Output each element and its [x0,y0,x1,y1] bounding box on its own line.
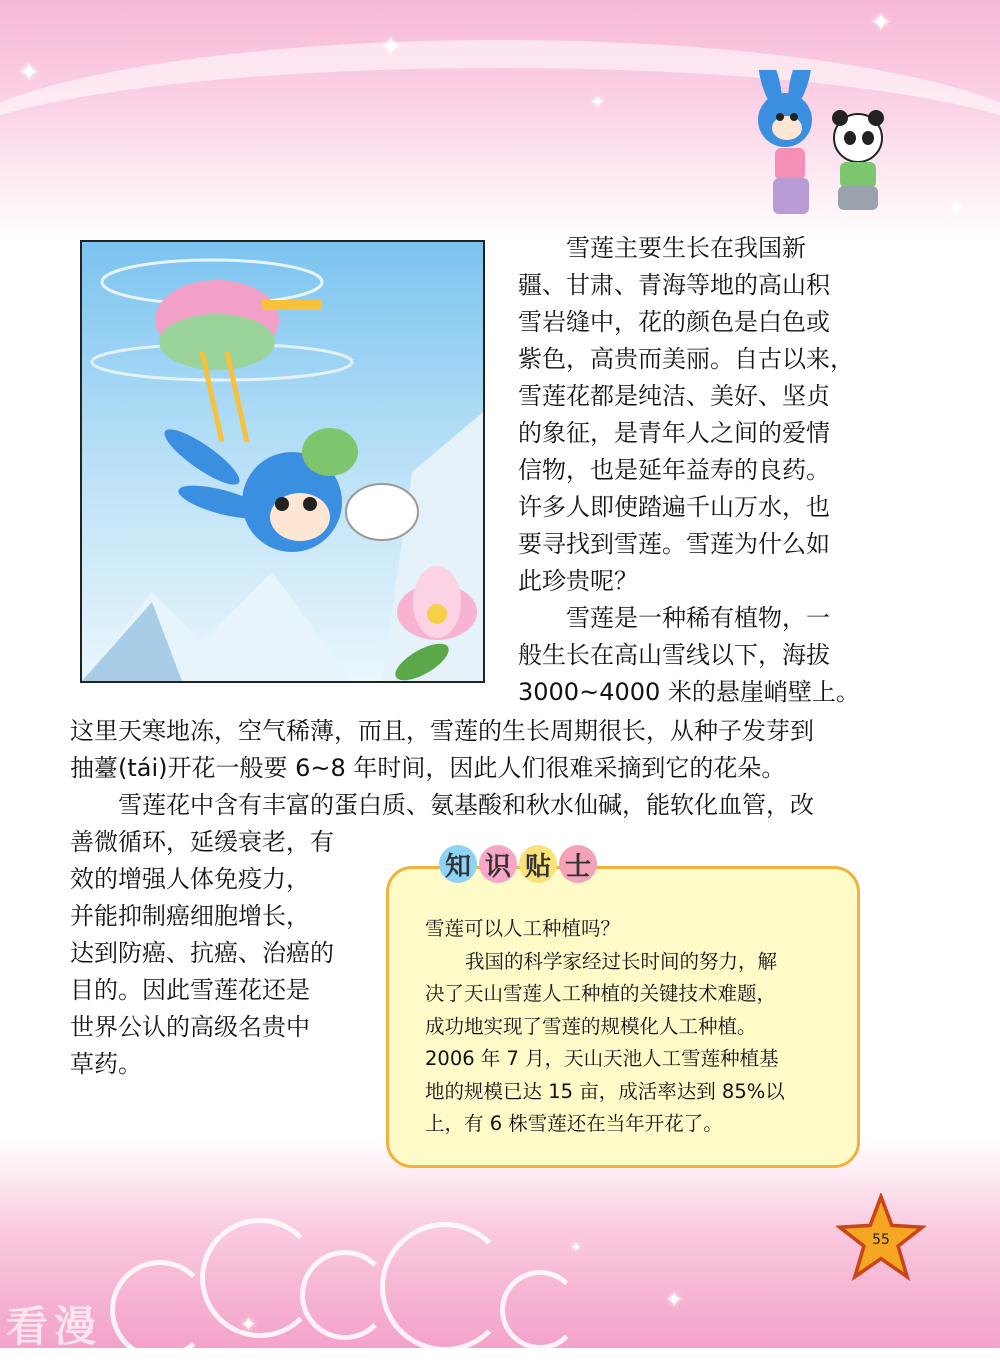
sparkle-icon: ✦ [665,1288,684,1313]
sparkle-icon: ✦ [570,1240,582,1256]
medicine-paragraph [70,824,360,1083]
text-line: 地的规模已达 15 亩，成活率达到 85%以 [425,1079,785,1103]
text-line: 雪莲是一种稀有植物，一 [566,604,830,632]
sparkle-icon: ✦ [590,92,606,113]
tip-title-char: 士 [559,845,597,883]
swirl-decoration [380,1222,510,1352]
tip-title-char: 贴 [519,845,557,883]
text-line: 善微循环，延缓衰老，有 [70,828,334,856]
text-line: 信物，也是延年益寿的良药。 [518,456,830,484]
tip-body [425,913,845,1141]
text-line: 雪莲花都是纯洁、美好、坚贞 [518,382,830,410]
text-line: 紫色，高贵而美丽。自古以来， [518,345,854,373]
sparkle-icon: ✦ [870,8,892,38]
text-line: 雪岩缝中，花的颜色是白色或 [518,308,830,336]
tip-title [439,845,597,883]
text-line: 疆、甘肃、青海等地的高山积 [518,271,830,299]
tip-question: 雪莲可以人工种植吗？ [425,917,621,940]
rarity-paragraph-narrow [518,600,878,711]
text-line: 草药。 [70,1050,142,1078]
swirl-decoration [300,1250,390,1340]
tip-title-char: 知 [439,845,477,883]
medicine-paragraph-first-line [70,787,870,824]
text-line: 上，有 6 株雪莲还在当年开花了。 [425,1112,723,1135]
page-number: 55 [872,1232,890,1248]
cartoon-characters-image [740,70,910,220]
text-line: 达到防癌、抗癌、治癌的 [70,939,334,967]
text-line: 效的增强人体免疫力， [70,865,310,893]
text-line: 许多人即使踏遍千山万水，也 [518,493,830,521]
text-line: 雪莲花中含有丰富的蛋白质、氨基酸和秋水仙碱，能软化血管，改 [118,791,814,819]
rabbit-helicopter-illustration [80,240,485,683]
sparkle-icon: ✦ [18,58,40,88]
sparkle-icon: ✦ [948,196,965,220]
text-line: 雪莲主要生长在我国新 [566,234,806,262]
text-line: 并能抑制癌细胞增长， [70,902,310,930]
text-line: 抽薹(tái)开花一般要 6~8 年时间，因此人们很难采摘到它的花朵。 [70,754,786,782]
text-line: 世界公认的高级名贵中 [70,1013,310,1041]
text-line: 这里天寒地冻，空气稀薄，而且，雪莲的生长周期很长，从种子发芽到 [70,717,814,745]
text-line: 成功地实现了雪莲的规模化人工种植。 [425,1014,757,1038]
text-line: 2006 年 7 月，天山天池人工雪莲种植基 [425,1047,779,1070]
knowledge-tip-box [386,851,860,1168]
rarity-paragraph-full [70,713,870,787]
text-line: 的象征，是青年人之间的爱情 [518,419,830,447]
text-line: 目的。因此雪莲花还是 [70,976,310,1004]
sparkle-icon: ✦ [380,32,402,62]
sparkle-icon: ✦ [240,1312,257,1336]
text-line: 般生长在高山雪线以下，海拔 [518,641,830,669]
tip-title-char: 识 [479,845,517,883]
text-line: 此珍贵呢？ [518,567,638,595]
text-line: 决了天山雪莲人工种植的关键技术难题， [425,982,777,1005]
text-line: 3000~4000 米的悬崖峭壁上。 [518,678,860,706]
swirl-decoration [500,1270,580,1350]
watermark-text: 看漫 [6,1302,103,1351]
text-line: 要寻找到雪莲。雪莲为什么如 [518,530,830,558]
text-line: 我国的科学家经过长时间的努力，解 [465,949,778,973]
swirl-decoration [110,1260,210,1360]
intro-paragraph [518,230,868,600]
